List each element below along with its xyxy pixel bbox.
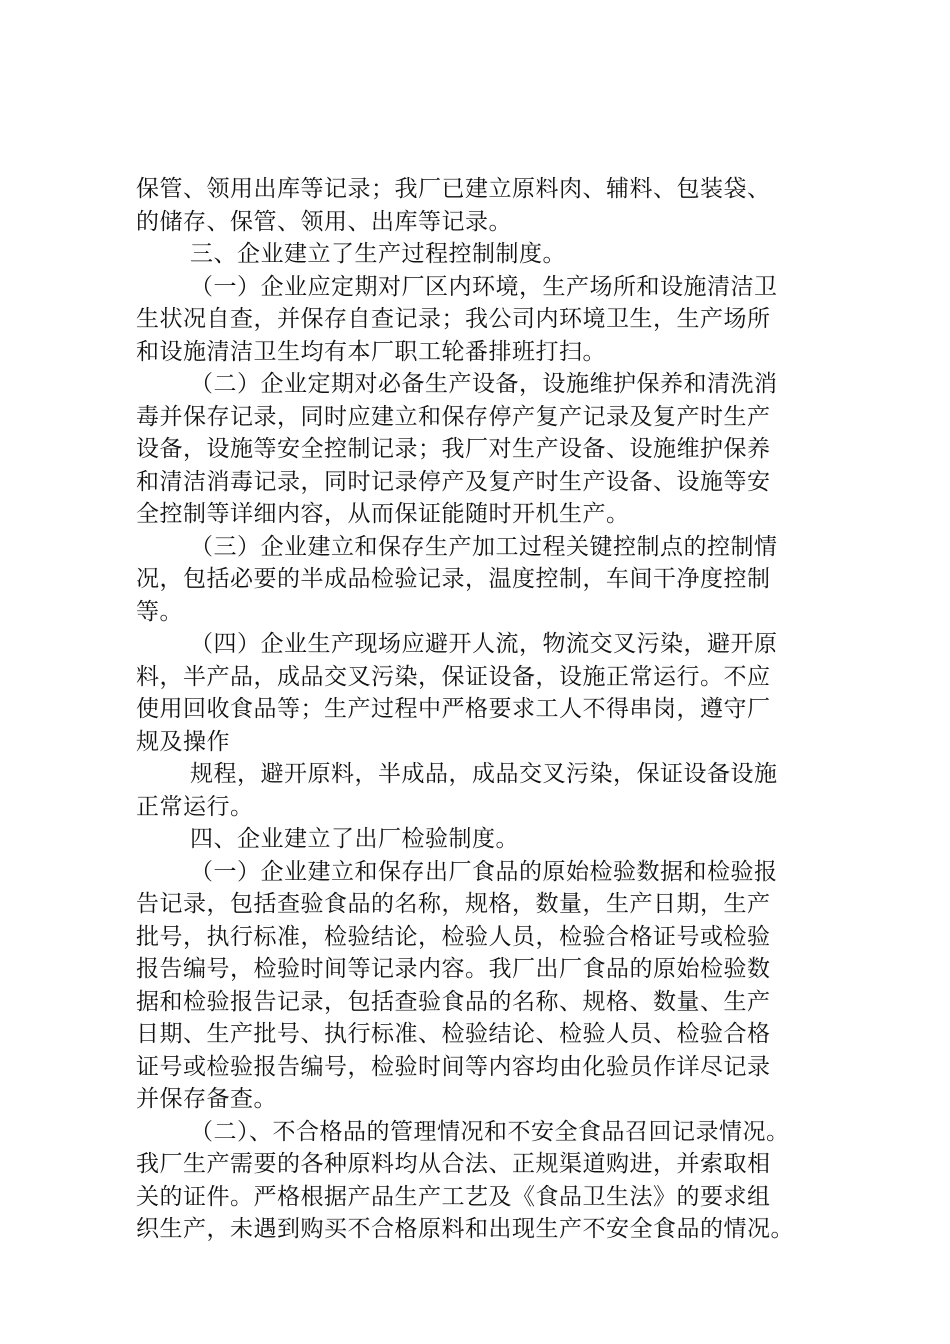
text-line: 使用回收食品等；生产过程中严格要求工人不得串岗，遵守厂 — [136, 696, 771, 722]
text-line: 规及操作 — [136, 728, 230, 755]
text-line: 等。 — [136, 598, 183, 625]
text-line: 生状况自查，并保存自查记录；我公司内环境卫生，生产场所 — [136, 306, 771, 332]
text-line: 关的证件。严格根据产品生产工艺及《食品卫生法》的要求组 — [136, 1183, 771, 1210]
text-line: 和清洁消毒记录，同时记录停产及复产时生产设备、设施等安 — [136, 468, 771, 495]
text-line: 据和检验报告记录，包括查验食品的名称、规格、数量、生产 — [136, 988, 771, 1015]
text-line: 全控制等详细内容，从而保证能随时开机生产。 — [136, 501, 630, 527]
text-line: （一）企业应定期对厂区内环境，生产场所和设施清洁卫 — [190, 273, 778, 300]
text-line: 保管、领用出库等记录；我厂已建立原料肉、辅料、包装袋、 — [136, 176, 771, 202]
text-line: （三）企业建立和保存生产加工过程关键控制点的控制情 — [190, 533, 778, 560]
text-line: 三、企业建立了生产过程控制制度。 — [190, 241, 566, 267]
text-line: 四、企业建立了出厂检验制度。 — [190, 826, 519, 852]
text-line: 告记录，包括查验食品的名称，规格，数量，生产日期，生产 — [136, 891, 771, 917]
text-line: 批号，执行标准，检验结论，检验人员，检验合格证号或检验 — [136, 923, 771, 950]
text-line: 况，包括必要的半成品检验记录，温度控制，车间干净度控制 — [136, 566, 771, 592]
text-line: 毒并保存记录，同时应建立和保存停产复产记录及复产时生产 — [136, 403, 771, 430]
text-line: 日期、生产批号、执行标准、检验结论、检验人员、检验合格 — [136, 1021, 771, 1047]
text-line: 正常运行。 — [136, 793, 254, 820]
text-line: （四）企业生产现场应避开人流，物流交叉污染，避开原 — [190, 631, 778, 657]
document-body — [136, 173, 826, 1246]
text-line: （二）企业定期对必备生产设备，设施维护保养和清洗消 — [190, 371, 778, 397]
text-line: 规程，避开原料，半成品，成品交叉污染，保证设备设施 — [190, 761, 778, 787]
text-line: 的储存、保管、领用、出库等记录。 — [136, 208, 512, 235]
text-line: 我厂生产需要的各种原料均从合法、正规渠道购进，并索取相 — [136, 1151, 771, 1177]
text-line: 设备，设施等安全控制记录；我厂对生产设备、设施维护保养 — [136, 436, 771, 462]
text-line: 织生产，未遇到购买不合格原料和出现生产不安全食品的情况。 — [136, 1216, 794, 1242]
text-line: 和设施清洁卫生均有本厂职工轮番排班打扫。 — [136, 338, 606, 365]
text-line: 报告编号，检验时间等记录内容。我厂出厂食品的原始检验数 — [136, 956, 771, 982]
text-line: （二）、不合格品的管理情况和不安全食品召回记录情况。 — [190, 1118, 790, 1145]
text-line: 并保存备查。 — [136, 1086, 277, 1112]
text-line: （一）企业建立和保存出厂食品的原始检验数据和检验报 — [190, 858, 778, 885]
text-line: 料，半产品，成品交叉污染，保证设备，设施正常运行。不应 — [136, 663, 771, 690]
text-line: 证号或检验报告编号，检验时间等内容均由化验员作详尽记录 — [136, 1053, 771, 1080]
